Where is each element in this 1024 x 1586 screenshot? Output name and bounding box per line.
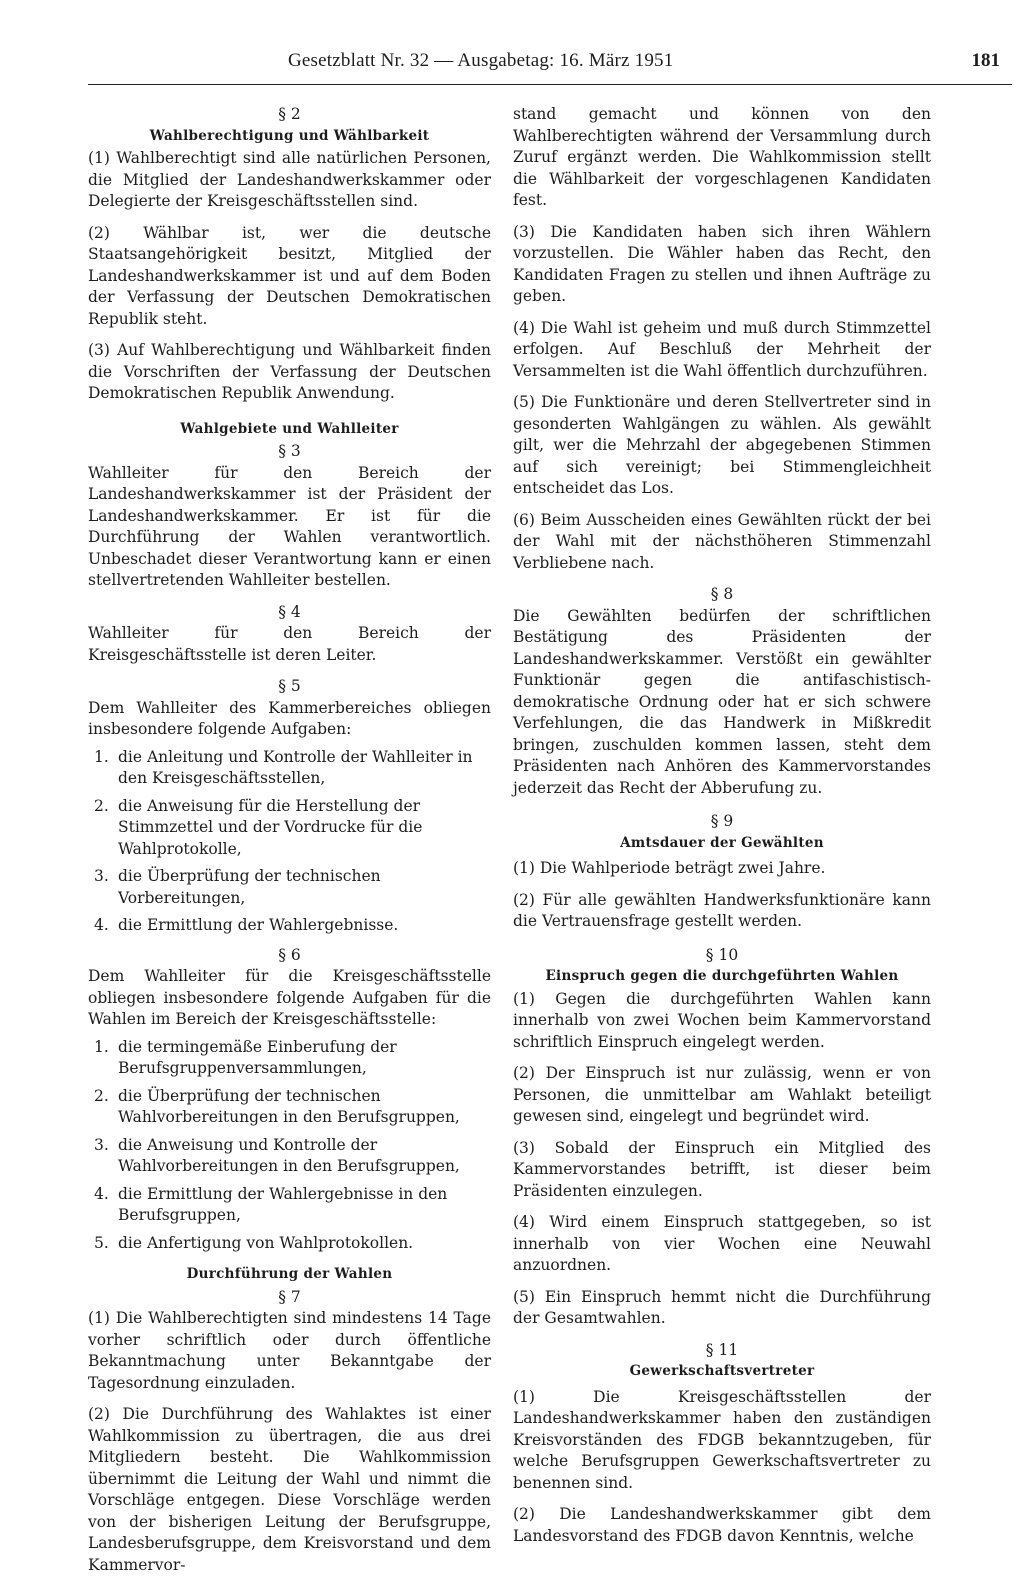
list-item: 3. die Anweisung und Kontrolle der Wahlvorbereitungen in den Berufsgruppen, bbox=[94, 1135, 460, 1175]
section-number: § 3 bbox=[278, 442, 301, 460]
page-number: 181 bbox=[971, 50, 1000, 71]
paragraph: (3) Die Kandidaten haben sich ihren Wählern vorzustellen. Die Wähler haben das Recht, den Kandidaten Fragen zu stellen und ihnen Aufträge zu geben. bbox=[513, 222, 931, 305]
section-heading: Gewerkschaftsvertreter bbox=[629, 1363, 815, 1379]
paragraph: (4) Wird einem Einspruch stattgegeben, so ist innerhalb von vier Wochen eine Neuwahl anzuordnen. bbox=[513, 1213, 931, 1274]
section-heading: Durchführung der Wahlen bbox=[186, 1266, 393, 1282]
paragraph: stand gemacht und können von den Wahlberechtigten während der Versammlung durch Zuruf ergänzt werden. Die Wahlkommission stellt die Wählbarkeit der vorgeschlagenen Kandidaten fest. bbox=[513, 105, 931, 209]
section-heading: Wahlberechtigung und Wählbarkeit bbox=[149, 127, 430, 144]
paragraph: (2) Der Einspruch ist nur zulässig, wenn er von Personen, die unmittelbar am Wahlakt beteiligt gewesen sind, eingelegt und begründet wird. bbox=[513, 1064, 931, 1125]
task-list bbox=[88, 747, 491, 937]
paragraph: (1) Die Wahlberechtigten sind mindestens 14 Tage vorher schriftlich oder durch öffentliche Bekanntmachung unter Bekanntgabe der Tagesordnung einzuladen. bbox=[88, 1309, 491, 1392]
section-heading: Einspruch gegen die durchgeführten Wahlen bbox=[545, 968, 899, 984]
page-header bbox=[88, 48, 1012, 85]
list-item: 2. die Überprüfung der technischen Wahlvorbereitungen in den Berufsgruppen, bbox=[94, 1086, 460, 1126]
paragraph: Wahlleiter für den Bereich der Kreisgeschäftsstelle ist deren Leiter. bbox=[88, 624, 491, 664]
paragraph: (6) Beim Ausscheiden eines Gewählten rückt der bei der Wahl mit der nächsthöheren Stimmenzahl Verbliebene nach. bbox=[513, 510, 931, 572]
paragraph: (1) Wahlberechtigt sind alle natürlichen Personen, die Mitglied der Landeshandwerkskammer oder Delegierte der Kreisgeschäftsstellen sind. bbox=[88, 149, 491, 210]
header-title: Gesetzblatt Nr. 32 — Ausgabetag: 16. März 1951 bbox=[288, 50, 674, 71]
section-number: § 11 bbox=[705, 1340, 739, 1359]
section-number: § 7 bbox=[278, 1287, 301, 1306]
list-item: 5. die Anfertigung von Wahlprotokollen. bbox=[94, 1233, 414, 1252]
section-number: § 8 bbox=[710, 585, 734, 603]
list-item: 3. die Überprüfung der technischen Vorbereitungen, bbox=[94, 867, 381, 907]
paragraph: (1) Gegen die durchgeführten Wahlen kann innerhalb von zwei Wochen beim Kammervorstand schriftlich Einspruch eingelegt werden. bbox=[513, 989, 931, 1051]
paragraph: (3) Auf Wahlberechtigung und Wählbarkeit finden die Vorschriften der Verfassung der Deutschen Demokratischen Republik Anwendung. bbox=[88, 341, 491, 402]
paragraph: (2) Die Durchführung des Wahlaktes ist einer Wahlkommission zu übertragen, die aus drei Mitgliedern besteht. Die Wahlkommission übernimmt die Leitung der Wahl und nimmt die Vorschläge entgegen. Diese Vorschläge werden von der bisherigen Leitung der Berufsgruppe, Landesberufsgruppe, dem Kreisvorstand und dem Kammervor- bbox=[88, 1405, 491, 1574]
paragraph: Wahlleiter für den Bereich der Landeshandwerkskammer ist der Präsident der Landeshandwerkskammer. Er ist für die Durchführung der Wahlen verantwortlich. Unbeschadet dieser Verantwortung kann er einen stellvertretenden Wahlleiter bestellen. bbox=[88, 463, 491, 589]
paragraph: Dem Wahlleiter des Kammerbereiches obliegen insbesondere folgende Aufgaben: bbox=[88, 698, 491, 738]
paragraph: Die Gewählten bedürfen der schriftlichen Bestätigung des Präsidenten der Landeshandwerkskammer. Verstößt ein gewählter Funktionär gegen die antifaschistisch-demokratische Ordnung oder hat er sich schwere Verfehlungen, die das Handwerk in Mißkredit bringen, zuschulden kommen lassen, steht dem Präsidenten nach Anhören des Kammervorstandes jederzeit das Recht der Abberufung zu. bbox=[513, 606, 931, 797]
section-heading: Amtsdauer der Gewählten bbox=[620, 834, 824, 851]
list-item: 1. die termingemäße Einberufung der Berufsgruppenversammlungen, bbox=[94, 1037, 397, 1077]
right-column bbox=[513, 104, 931, 1557]
section-number: § 2 bbox=[278, 105, 301, 123]
paragraph: (1) Die Kreisgeschäftsstellen der Landeshandwerkskammer haben den zuständigen Kreisvorständen des FDGB bekanntzugeben, für welche Berufsgruppen Gewerkschaftsvertreter zu benennen sind. bbox=[513, 1387, 931, 1492]
task-list bbox=[88, 1037, 491, 1255]
left-column bbox=[88, 100, 491, 1586]
list-item: 4. die Ermittlung der Wahlergebnisse in den Berufsgruppen, bbox=[94, 1184, 448, 1224]
paragraph: (5) Die Funktionäre und deren Stellvertreter sind in gesonderten Wahlgängen zu wählen. Als gewählt gilt, wer die Mehrzahl der abgegebenen Stimmen auf sich vereinigt; bei Stimmengleichheit entscheidet das Los. bbox=[513, 393, 931, 497]
paragraph: (2) Für alle gewählten Handwerksfunktionäre kann die Vertrauensfrage gestellt werden. bbox=[513, 890, 931, 930]
section-number: § 5 bbox=[278, 677, 301, 695]
list-item: 4. die Ermittlung der Wahlergebnisse. bbox=[94, 916, 399, 934]
paragraph: (5) Ein Einspruch hemmt nicht die Durchführung der Gesamtwahlen. bbox=[513, 1287, 931, 1327]
section-number: § 6 bbox=[278, 945, 301, 964]
list-item: 2. die Anweisung für die Herstellung der Stimmzettel und der Vordrucke für die Wahlprotokolle, bbox=[94, 796, 423, 858]
paragraph: (3) Sobald der Einspruch ein Mitglied des Kammervorstandes betrifft, ist dieser beim Präsidenten einzulegen. bbox=[513, 1138, 931, 1200]
paragraph: (1) Die Wahlperiode beträgt zwei Jahre. bbox=[513, 859, 826, 877]
section-number: § 9 bbox=[710, 812, 734, 830]
list-item: 1. die Anleitung und Kontrolle der Wahlleiter in den Kreisgeschäftsstellen, bbox=[94, 747, 473, 787]
paragraph: (4) Die Wahl ist geheim und muß durch Stimmzettel erfolgen. Auf Beschluß der Mehrheit der Versammelten ist die Wahl öffentlich durchzuführen. bbox=[513, 318, 931, 380]
section-heading: Wahlgebiete und Wahlleiter bbox=[180, 420, 399, 437]
paragraph: (2) Die Landeshandwerkskammer gibt dem Landesvorstand des FDGB davon Kenntnis, welche bbox=[513, 1505, 931, 1545]
paragraph: (2) Wählbar ist, wer die deutsche Staatsangehörigkeit besitzt, Mitglied der Landeshandwerkskammer ist und auf dem Boden der Verfassung der Deutschen Demokratischen Republik steht. bbox=[88, 223, 491, 328]
paragraph: Dem Wahlleiter für die Kreisgeschäftsstelle obliegen insbesondere folgende Aufgaben für die Wahlen im Bereich der Kreisgeschäftsstelle: bbox=[88, 967, 491, 1028]
section-number: § 10 bbox=[705, 945, 739, 964]
section-number: § 4 bbox=[278, 602, 301, 621]
